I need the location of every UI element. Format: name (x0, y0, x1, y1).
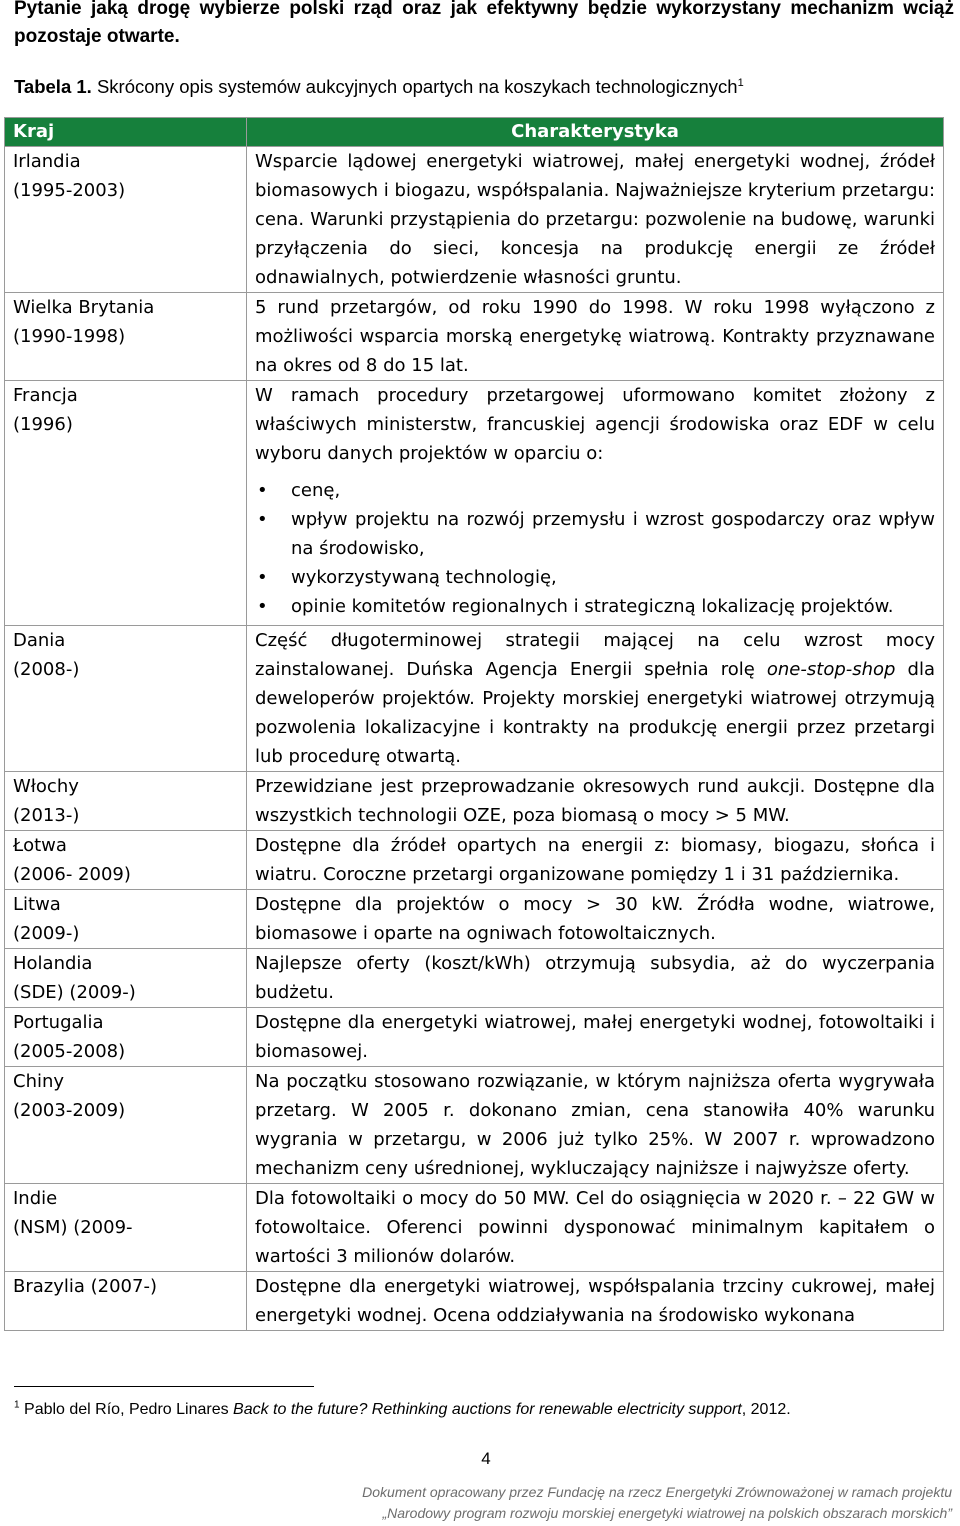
country-period: (2009-) (13, 923, 80, 944)
footer-line: Dokument opracowany przez Fundację na rzecz Energetyki Zrównoważonej w ramach projektu (362, 1484, 952, 1500)
country-cell (5, 293, 247, 381)
footnote-year: , 2012. (741, 1401, 791, 1418)
country-name: Indie (13, 1188, 58, 1209)
table-caption (14, 74, 954, 100)
country-name: Portugalia (13, 1012, 104, 1033)
criteria-item: • wykorzystywaną technologię, (255, 563, 935, 592)
criteria-item: • cenę, (255, 476, 935, 505)
country-cell (5, 626, 247, 772)
country-period: (2003-2009) (13, 1100, 126, 1121)
description-cell: Wsparcie lądowej energetyki wiatrowej, małej energetyki wodnej, źródeł biomasowych i biogazu, współspalania. Najważniejsze kryterium przetargu: cena. Warunki przystąpienia do przetargu: pozwolenie na budowę, warunki przyłączenia do sieci, koncesja na produkcję energii ze źródeł odnawialnych, potwierdzenie własności gruntu. (247, 147, 944, 293)
footnote-divider (14, 1386, 314, 1387)
country-cell (5, 772, 247, 831)
footnote-title: Back to the future? Rethinking auctions for renewable electricity support (233, 1401, 742, 1418)
table-row (5, 626, 944, 772)
description-emphasis: one-stop-shop (766, 659, 896, 680)
table-row (5, 381, 944, 626)
country-cell (5, 1184, 247, 1272)
country-cell (5, 147, 247, 293)
country-period: (NSM) (2009- (13, 1217, 133, 1238)
table-row (5, 293, 944, 381)
country-name: Francja (13, 385, 78, 406)
country-period: (1996) (13, 414, 73, 435)
description-text: Część długoterminowej strategii mającej na celu wzrost mocy zainstalowanej. Duńska Agencja Energii spełnia rolę (255, 630, 935, 680)
description-cell: Dostępne dla źródeł opartych na energii z: biomasy, biogazu, słońca i wiatru. Coroczne przetargi organizowane pomiędzy 1 i 31 października. (247, 831, 944, 890)
description-cell: Przewidziane jest przeprowadzanie okresowych rund aukcji. Dostępne dla wszystkich technologii OZE, poza biomasą o mocy > 5 MW. (247, 772, 944, 831)
caption-label: Tabela 1. (14, 76, 92, 97)
country-period: (2006- 2009) (13, 864, 131, 885)
intro-paragraph: Pytanie jaką drogę wybierze polski rząd oraz jak efektywny będzie wykorzystany mechanizm wciąż pozostaje otwarte. (14, 0, 954, 47)
description-cell: Na początku stosowano rozwiązanie, w którym najniższa oferta wygrywała przetarg. W 2005 r. dokonano zmian, cena stanowiła 40% warunku wygrania w przetargu, w 2006 już tylko 25%. W 2007 r. wprowadzono mechanizm ceny uśrednionej, wykluczający najniższe i najwyższe oferty. (247, 1067, 944, 1184)
country-cell (5, 1008, 247, 1067)
document-footer (362, 1482, 952, 1524)
table-row (5, 1067, 944, 1184)
description-cell: Najlepsze oferty (koszt/kWh) otrzymują subsydia, aż do wyczerpania budżetu. (247, 949, 944, 1008)
country-cell (5, 890, 247, 949)
description-cell (247, 626, 944, 772)
description-text: dla deweloperów projektów. Projekty morskiej energetyki wiatrowej otrzymują pozwolenia lokalizacyjne i kontrakty na produkcję energii przez przetargi lub procedurę otwartą. (255, 659, 935, 767)
country-period: (2013-) (13, 805, 80, 826)
table-row (5, 1272, 944, 1331)
country-name: Chiny (13, 1071, 65, 1092)
country-period: (SDE) (2009-) (13, 982, 136, 1003)
description-cell: Dostępne dla energetyki wiatrowej, małej energetyki wodnej, fotowoltaiki i biomasowej. (247, 1008, 944, 1067)
description-cell: Dla fotowoltaiki o mocy do 50 MW. Cel do osiągnięcia w 2020 r. – 22 GW w fotowoltaice. Oferenci powinni dysponować minimalnym kapitałem o wartości 3 milionów dolarów. (247, 1184, 944, 1272)
country-name: Litwa (13, 894, 61, 915)
table-row (5, 831, 944, 890)
table-row (5, 147, 944, 293)
country-name: Brazylia (2007-) (13, 1276, 157, 1297)
country-name: Włochy (13, 776, 79, 797)
country-cell (5, 949, 247, 1008)
country-name: Wielka Brytania (13, 297, 155, 318)
country-period: (1995-2003) (13, 180, 126, 201)
criteria-item: • opinie komitetów regionalnych i strategiczną lokalizację projektów. (255, 592, 935, 621)
footnote-number: 1 (14, 1399, 20, 1411)
criteria-item: • wpływ projektu na rozwój przemysłu i wzrost gospodarczy oraz wpływ na środowisko, (255, 505, 935, 563)
footnote-authors: Pablo del Río, Pedro Linares (24, 1401, 234, 1418)
auction-systems-table (4, 117, 944, 1331)
country-period: (1990-1998) (13, 326, 126, 347)
footnote (14, 1398, 791, 1422)
country-period: (2008-) (13, 659, 80, 680)
page-number: 4 (481, 1449, 491, 1468)
country-name: Dania (13, 630, 66, 651)
country-name: Irlandia (13, 151, 81, 172)
table-row (5, 890, 944, 949)
country-cell (5, 1272, 247, 1331)
caption-footnote-ref: 1 (737, 76, 744, 89)
description-cell: Dostępne dla energetyki wiatrowej, współspalania trzciny cukrowej, małej energetyki wodnej. Ocena oddziaływania na środowisko wykonana (247, 1272, 944, 1331)
table-row (5, 1184, 944, 1272)
country-name: Holandia (13, 953, 93, 974)
footer-line: „Narodowy program rozwoju morskiej energetyki wiatrowej na polskich obszarach morskich” (382, 1505, 952, 1521)
table-header-row (5, 118, 944, 147)
description-cell: Dostępne dla projektów o mocy > 30 kW. Źródła wodne, wiatrowe, biomasowe i oparte na ogniwach fotowoltaicznych. (247, 890, 944, 949)
country-period: (2005-2008) (13, 1041, 126, 1062)
table-row (5, 1008, 944, 1067)
country-cell (5, 1067, 247, 1184)
criteria-list (255, 476, 935, 621)
description-cell (247, 381, 944, 626)
header-country: Kraj (5, 118, 247, 147)
description-cell: 5 rund przetargów, od roku 1990 do 1998. W roku 1998 wyłączono z możliwości wsparcia morską energetykę wiatrową. Kontrakty przyznawane na okres od 8 do 15 lat. (247, 293, 944, 381)
caption-text: Skrócony opis systemów aukcyjnych opartych na koszykach technologicznych (91, 76, 738, 97)
country-cell (5, 831, 247, 890)
table-row (5, 772, 944, 831)
header-characteristics: Charakterystyka (247, 118, 944, 147)
table-row (5, 949, 944, 1008)
country-name: Łotwa (13, 835, 67, 856)
description-text: W ramach procedury przetargowej uformowano komitet złożony z właściwych ministerstw, francuskiej agencji środowiska oraz EDF w celu wyboru danych projektów w oparciu o: (255, 385, 935, 464)
country-cell (5, 381, 247, 626)
